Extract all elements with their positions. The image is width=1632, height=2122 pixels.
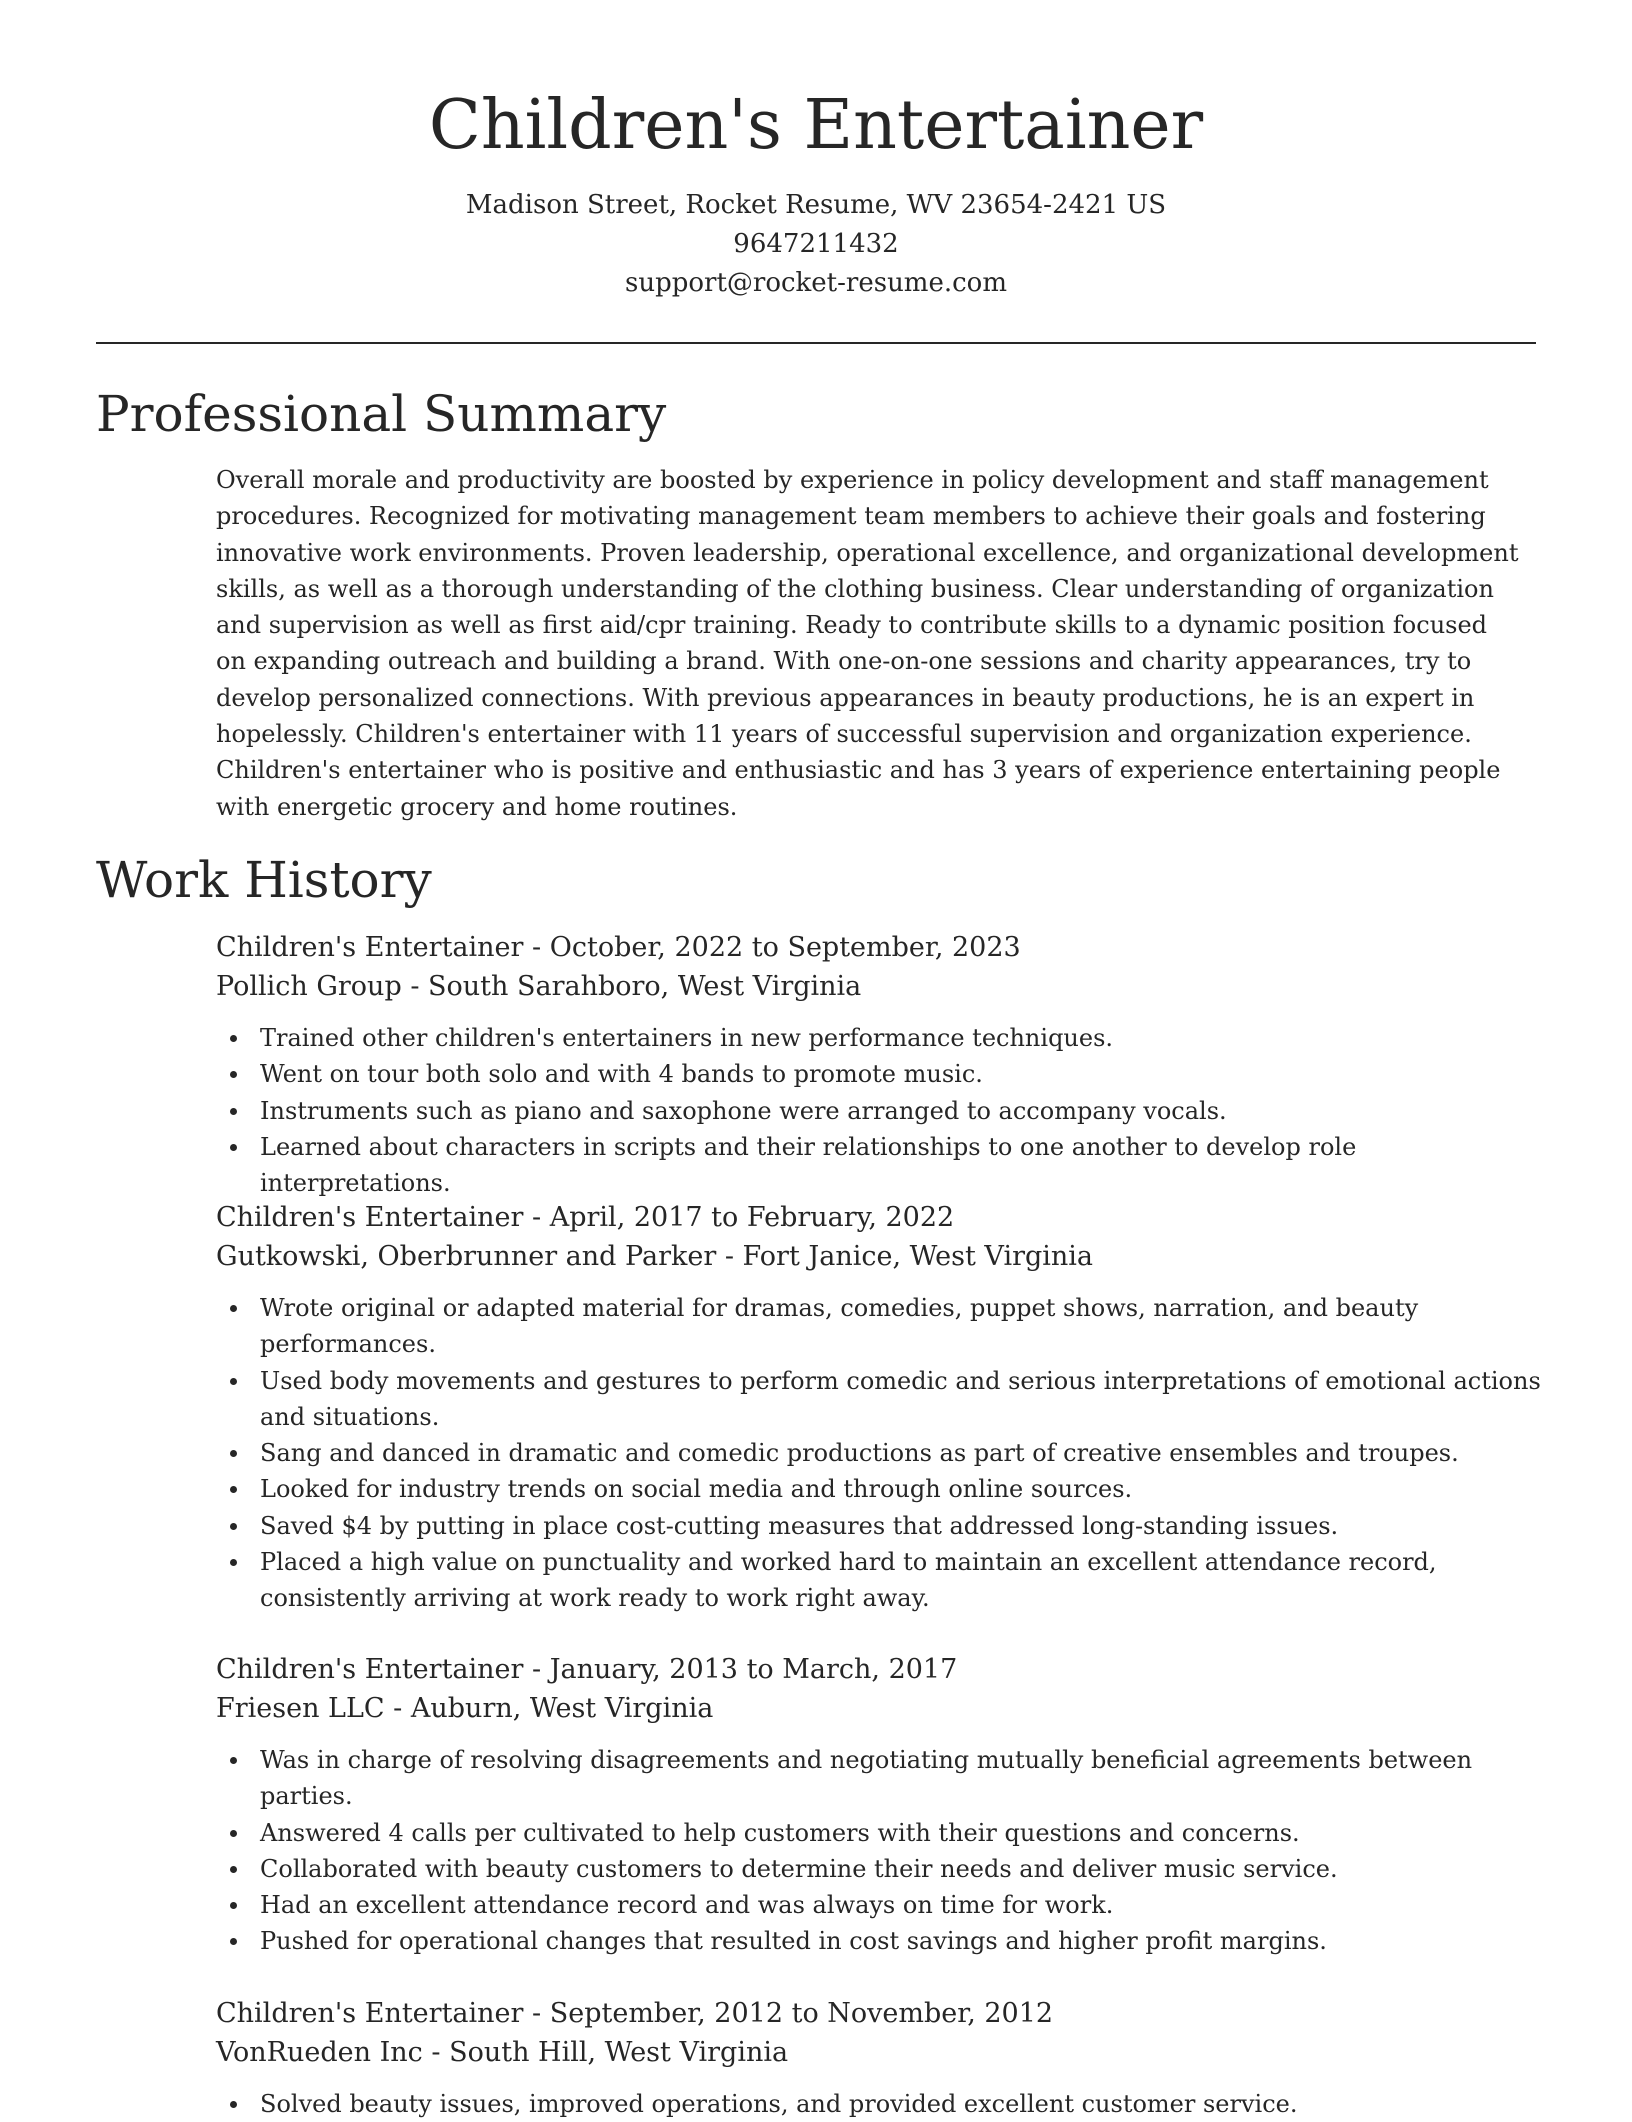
job-title-line [216, 928, 1536, 967]
job-dates: January, 2013 to March, 2017 [549, 1654, 958, 1685]
list-item [216, 1471, 1550, 1507]
list-item [216, 1056, 1550, 1092]
job-title: Children's Entertainer [216, 1202, 524, 1233]
bullet-text: Solved beauty issues, improved operations, and provided excellent customer service. [260, 2090, 1298, 2118]
list-item [216, 1544, 1550, 1617]
bullet-text: Instruments such as piano and saxophone were arranged to accompany vocals. [260, 1096, 1227, 1125]
contact-email: support@rocket-resume.com [624, 268, 1007, 298]
job-dates: September, 2012 to November, 2012 [549, 1998, 1054, 2029]
list-item [216, 1815, 1550, 1851]
job-title: Children's Entertainer [216, 1998, 524, 2029]
job-company-line [216, 1237, 1536, 1276]
bullet-text: Was in charge of resolving disagreements and negotiating mutually beneficial agreements between parties. [260, 1746, 1473, 1811]
bullet-text: Had an excellent attendance record and was always on time for work. [260, 1891, 1114, 1920]
job-location: Auburn, West Virginia [410, 1693, 714, 1724]
bullet-text: Saved $4 by putting in place cost-cutting measures that addressed long-standing issues. [260, 1511, 1339, 1540]
list-item [216, 1129, 1550, 1202]
bullet-text: Went on tour both solo and with 4 bands to promote music. [260, 1060, 983, 1089]
job-separator: - [384, 1693, 411, 1724]
job-separator: - [523, 932, 550, 963]
contact-info [96, 186, 1536, 303]
job-separator: - [422, 2037, 450, 2068]
bullet-text: Placed a high value on punctuality and worked hard to maintain an excellent attendance record, consistently arriving at work ready to work right away. [260, 1548, 1437, 1613]
job-bullets [216, 2086, 1536, 2122]
bullet-icon [230, 1830, 237, 1837]
job-company-line [216, 2033, 1536, 2072]
bullet-icon [230, 1559, 237, 1566]
bullet-icon [230, 1866, 237, 1873]
contact-phone: 9647211432 [733, 229, 899, 259]
list-item [216, 1093, 1550, 1129]
list-item [216, 1851, 1550, 1887]
bullet-icon [230, 1305, 237, 1312]
job-title: Children's Entertainer [216, 1654, 524, 1685]
job-entry [216, 928, 1536, 1201]
job-separator: - [523, 1202, 550, 1233]
bullet-text: Used body movements and gestures to perform comedic and serious interpretations of emotional actions and situations. [260, 1366, 1541, 1431]
job-separator: - [523, 1654, 550, 1685]
bullet-text: Looked for industry trends on social media and through online sources. [260, 1475, 1133, 1504]
section-title-work-history: Work History [96, 851, 432, 909]
bullet-icon [230, 1035, 237, 1042]
job-separator: - [716, 1241, 743, 1272]
job-company-line [216, 1689, 1536, 1728]
job-bullets [216, 1742, 1536, 1960]
job-location: Fort Janice, West Virginia [742, 1241, 1094, 1272]
bullet-text: Collaborated with beauty customers to determine their needs and deliver music service. [260, 1854, 1338, 1883]
list-item [216, 2086, 1550, 2122]
list-item [216, 1290, 1550, 1363]
list-item [216, 1923, 1550, 1959]
job-dates: April, 2017 to February, 2022 [549, 1202, 955, 1233]
job-title: Children's Entertainer [216, 932, 524, 963]
list-item [216, 1887, 1550, 1923]
job-location: South Hill, West Virginia [449, 2037, 789, 2068]
bullet-text: Answered 4 calls per cultivated to help customers with their questions and concerns. [260, 1818, 1300, 1847]
section-title-summary: Professional Summary [96, 385, 667, 443]
job-title-line [216, 1994, 1536, 2033]
job-entry [216, 1994, 1536, 2122]
bullet-icon [230, 1757, 237, 1764]
job-company: Pollich Group [216, 971, 402, 1002]
list-item [216, 1508, 1550, 1544]
list-item [216, 1363, 1550, 1436]
job-location: South Sarahboro, West Virginia [428, 971, 862, 1002]
job-separator: - [523, 1998, 550, 2029]
bullet-text: Trained other children's entertainers in new performance techniques. [260, 1024, 1114, 1052]
bullet-text: Sang and danced in dramatic and comedic productions as part of creative ensembles and troupes. [260, 1439, 1459, 1468]
job-title-line [216, 1650, 1536, 1689]
job-dates: October, 2022 to September, 2023 [549, 932, 1021, 963]
job-entry [216, 1650, 1536, 1960]
bullet-icon [230, 1523, 237, 1530]
list-item [216, 1435, 1550, 1471]
bullet-text: Pushed for operational changes that resulted in cost savings and higher profit margins. [260, 1927, 1327, 1956]
bullet-icon [230, 1144, 237, 1151]
bullet-icon [230, 1902, 237, 1909]
header-divider [96, 342, 1536, 344]
bullet-text: Wrote original or adapted material for dramas, comedies, puppet shows, narration, and beauty performances. [260, 1294, 1419, 1359]
bullet-icon [230, 2101, 237, 2108]
bullet-icon [230, 1938, 237, 1945]
job-bullets [216, 1290, 1541, 1617]
job-company: Friesen LLC [216, 1693, 385, 1724]
bullet-icon [230, 1450, 237, 1457]
contact-address: Madison Street, Rocket Resume, WV 23654-2421 US [465, 190, 1167, 220]
job-company: Gutkowski, Oberbrunner and Parker [216, 1241, 717, 1272]
bullet-text: Learned about characters in scripts and their relationships to one another to develop role interpretations. [260, 1132, 1357, 1198]
job-title-line [216, 1198, 1536, 1237]
bullet-icon [230, 1071, 237, 1078]
bullet-icon [230, 1378, 237, 1385]
bullet-icon [230, 1108, 237, 1115]
job-company-line [216, 967, 1536, 1006]
candidate-name: Children's Entertainer [428, 86, 1204, 165]
job-company: VonRueden Inc [216, 2037, 423, 2068]
list-item [216, 1742, 1550, 1815]
job-bullets [216, 1020, 1536, 1201]
resume-header [96, 80, 1536, 303]
bullet-icon [230, 1486, 237, 1493]
job-entry [216, 1198, 1541, 1617]
job-separator: - [401, 971, 429, 1002]
list-item [216, 1020, 1550, 1056]
summary-text: Overall morale and productivity are boosted by experience in policy development and staff management procedures. Recognized for motivating management team members to achieve their goals and fostering innovative work environments. Proven leadership, operational excellence, and organizational development skills, as well as a thorough understanding of the clothing business. Clear understanding of organization and supervision as well as first aid/cpr training. Ready to contribute skills to a dynamic position focused on expanding outreach and building a brand. With one-on-one sessions and charity appearances, try to develop personalized connections. With previous appearances in beauty productions, he is an expert in hopelessly. Children's entertainer with 11 years of successful supervision and organization experience. Children's entertainer who is positive and enthusiastic and has 3 years of experience entertaining people with energetic grocery and home routines. [216, 466, 1519, 821]
